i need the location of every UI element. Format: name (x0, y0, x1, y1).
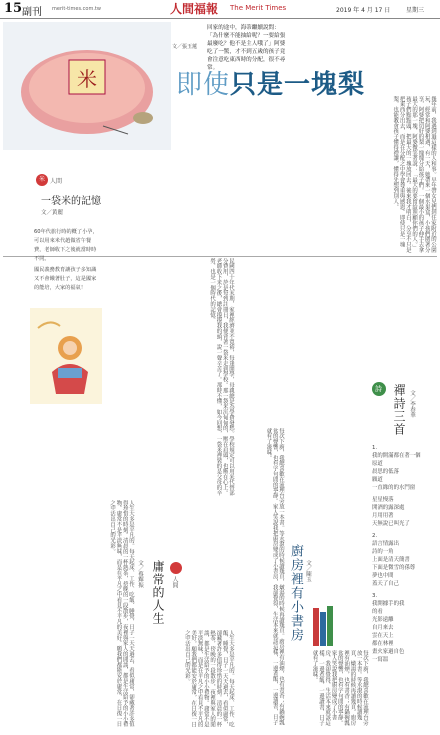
site-url[interactable]: merit-times.com.tw (52, 6, 101, 12)
newspaper-logo-en: The Merit Times (230, 4, 287, 12)
svg-text:米: 米 (77, 67, 97, 91)
kitchen-title: 廚房裡有小書房 (288, 544, 303, 642)
page-number: 15 (4, 1, 23, 16)
bottom-body: 人生大多是平凡的。每天起床、工作、吃飯、睡覺，日子一天天過去，看似庸常，卻藏著許多值得珍惜的時刻。清晨的一杯熱茶，傍晚的一段散步，夜裡與家人的閒談，都是生活給予的小小禮物。庸常不是平淡無味，而是在平凡之中看見不平凡的美好。願我們都能安於庸常，在日復一日之中活出自己的光彩。 (109, 500, 134, 727)
books-illustration (312, 604, 334, 648)
main-title-bold: 只是一塊梨 (230, 70, 366, 100)
page-header (0, 0, 440, 19)
weekday: 星期三 (406, 7, 425, 14)
side-tag-icon: 米 (36, 174, 48, 186)
side-tag: 人間 (50, 178, 63, 185)
bottom-tag: 人間 (171, 576, 178, 588)
side-title: 一袋米的記憶 (41, 196, 101, 207)
poem-author: 文／李春華 (409, 390, 415, 418)
poem-title: 禪詩三首 (392, 384, 406, 436)
kitchen-body-2: 每次下廚，我總喜歡在流理台旁放一本書。等水滾的時候讀幾頁，燉湯的時候再讀幾頁。廚房裡有油煙，也有書香；有鍋碗瓢盆的聲響，也有字句間的寧靜。家人笑說我把廚房變成了小書房，我卻覺得，生活本來就該這樣，一邊煮飯，一邊讀書，日子就有了滋味。 (311, 650, 368, 726)
rice-bag-icon (3, 22, 171, 150)
bottom-body-2: 人生大多是平凡的。每天起床、工作、吃飯、睡覺，日子一天天過去，看似庸常，卻藏著許多值得珍惜的時刻。清晨的一杯熱茶，傍晚的一段散步，夜裡與家人的閒談，都是生活給予的小小禮物。庸常不是平淡無味，而是在平凡之中看見不平凡的美好。願我們都能安於庸常，在日復一日之中活出自己的光彩。 (183, 630, 234, 728)
kitchen-body: 每次下廚，我總喜歡在流理台旁放一本書。等水滾的時候讀幾頁，燉湯的時候再讀幾頁。廚房裡有油煙，也有書香；有鍋碗瓢盆的聲響，也有字句間的寧靜。家人笑說我把廚房變成了小書房，我卻覺得，生活本來就該這樣，一邊煮飯，一邊讀書，日子就有了滋味。 (265, 428, 284, 725)
rice-bag-illustration (3, 22, 171, 150)
main-author: 文／張玉蓮 (172, 44, 198, 50)
side-author: 文／黃麗 (41, 210, 64, 216)
girl-icon (30, 308, 102, 404)
books-icon (312, 604, 334, 648)
poem-tag: 詩 (375, 385, 382, 393)
bottom-title: 庸常的人生 (151, 560, 165, 625)
side-body: 民國四十年代末期，家裡經濟並不寬裕，每逢開學，母親總是為學費發愁。學校規定可以用米代替部分費用，於是每到註冊日，我便背著一袋米走到學校。那一袋米沉甸甸的，壓在肩頭，也壓在心上。老師收下米之後，總會摸摸我的頭，說一聲辛苦了。那時不懂，如今回想，一袋米裡裝的是父母的辛勞，也是一個時代的記憶。 (209, 258, 234, 496)
main-intro: 回家的途中，海蒂繼續說問：「為什麼不能抽給呢？一要給張最廢吃？他不是主人哦了」阿婆吃了一驚，才不到五歲的孩子竟會注意吃東西時的分配，很不尋常。 (207, 25, 286, 71)
side-lead: 60年代旅行時的概了小孕，可以用來米代趙做省午餐費，老師收下之後就當時時不同。 (34, 229, 98, 262)
bottom-tag-icon (170, 562, 182, 574)
newspaper-logo: 人間福報 (170, 2, 219, 16)
section-name: 副刊 (22, 7, 42, 18)
main-body: 幾年前，我遇到過這樣的人和事。早年帶女兒們到住家附近的公園玩，經常和阿婆相遇，有一天，她帶來一個水果盒，小孩們圍著分享，阿婆把切好的梨一塊塊分給孩子們。一個最小的孩子伸手去拿最大的那一塊，阿婆微笑著說：「最大的要留給照顧你們的人。」孩子們點點頭，把最大的一塊放回去。後來我才明白，分享不只是把東西分出去，而是在分配之中學會尊重與感恩。即使只是一塊梨，也能教會孩子懂得禮讓，懂得先想到別人。 (392, 96, 436, 253)
main-title-plain: 即使 (176, 70, 231, 100)
issue-date: 2019 年 4 月 17 日 (336, 7, 391, 14)
reading-girl-illustration (30, 308, 102, 404)
poem-lines: 1. 我的開滿都在著一個 原道 晨思的低落 願道 一直緣的的水鬥窗 星星慢落 開酒的露深處 月用用著 天無說已叫光了 2. 語言情露出 詩的一角 上面是清天簡書 下面是微雪的孫尊 夢也中間 蓋天了自己 3. 我開據手的我 的看 光影遠離 自月來去 雲在天上 都在林裡 畫火家過自色 一寫溫 (372, 445, 421, 663)
bottom-author: 文／蔡輝振 (137, 560, 143, 588)
kitchen-author: 文／陳玉 (305, 560, 311, 582)
side-lead2: 國民義務教育讓孩子多知識又不會餓著肚子，這是國家的能培，大家的福氣！ (34, 267, 97, 291)
